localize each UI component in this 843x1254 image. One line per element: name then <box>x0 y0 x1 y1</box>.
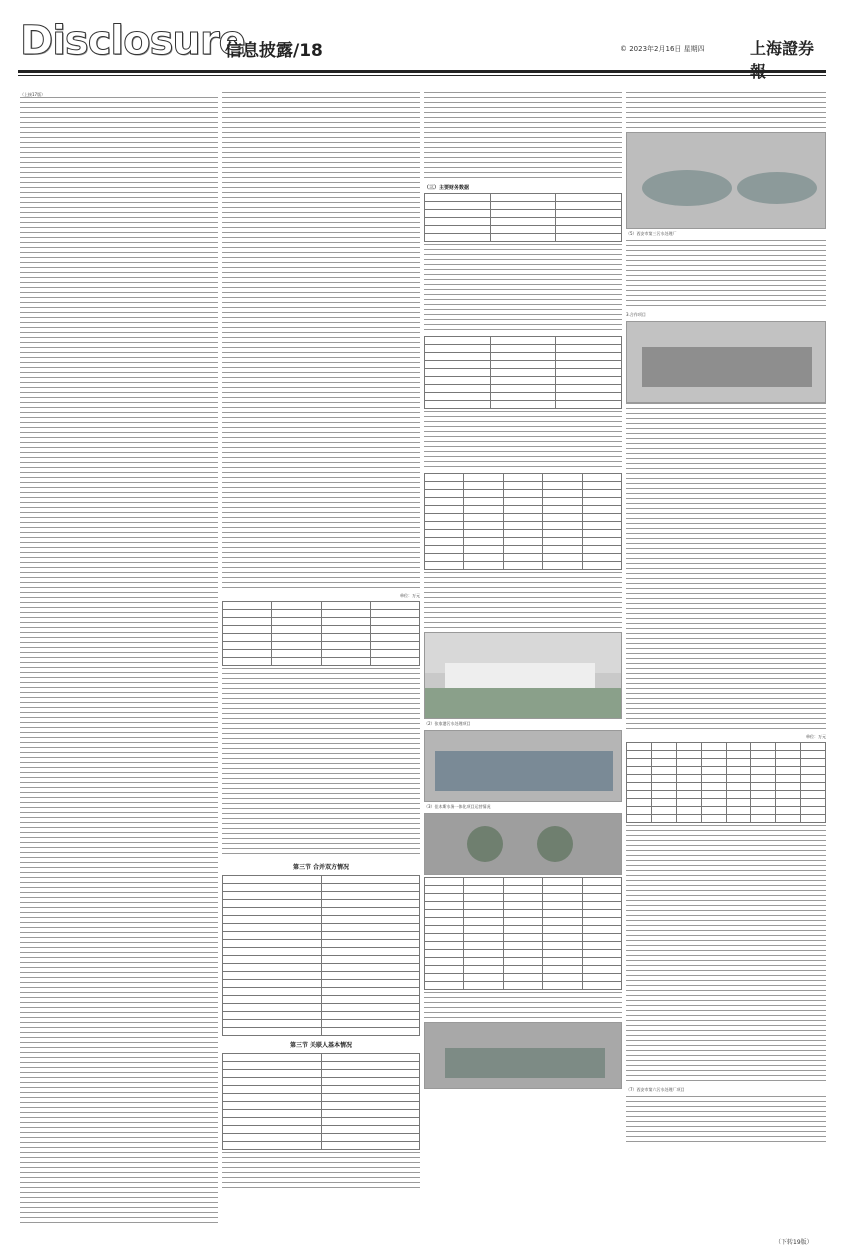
column-2 <box>222 92 420 1232</box>
section-heading: 第三节 关联人基本情况 <box>289 1042 353 1049</box>
body-text <box>626 403 826 733</box>
continued-label: （下转19版） <box>775 1239 813 1246</box>
projects-table <box>424 473 622 570</box>
tanks-photo-icon <box>627 133 826 228</box>
table-unit: 单位：万元 <box>400 593 420 598</box>
aerial-photo-icon <box>425 814 622 874</box>
facility-photo-icon <box>627 322 826 402</box>
water-plant-photo <box>424 632 622 719</box>
financial-table <box>222 601 420 666</box>
facility-photo <box>626 321 826 403</box>
body-text <box>626 1096 826 1146</box>
body-text <box>424 992 622 1022</box>
photo-caption: （3）佳木斯水务一体化项目运营情况 <box>424 804 491 809</box>
pool-photo-icon <box>425 731 622 801</box>
section-heading: 第三节 合并双方情况 <box>292 864 350 871</box>
related-party-table <box>222 1053 420 1150</box>
header-rule-thin <box>18 75 826 76</box>
issue-date: © 2023年2月16日 星期四 <box>620 45 705 53</box>
table-unit: 单位：万元 <box>806 734 826 739</box>
body-text <box>424 572 622 632</box>
photo-caption: 3.合作项目 <box>626 312 646 317</box>
shareholder-table <box>424 193 622 242</box>
body-text <box>20 97 218 1227</box>
column-4 <box>626 92 826 1232</box>
column-3 <box>424 92 622 1232</box>
plant-photo-icon <box>425 1023 622 1088</box>
aerial-photo <box>424 813 622 875</box>
body-text <box>626 92 826 132</box>
factory-photo-icon <box>425 633 622 718</box>
body-text <box>424 244 622 334</box>
photo-caption: （7）西安市第六污水处理厂项目 <box>626 1087 685 1092</box>
body-text <box>222 1152 420 1192</box>
body-text <box>424 411 622 471</box>
body-text <box>222 92 420 592</box>
projects-table-2 <box>424 877 622 990</box>
body-text <box>424 92 622 182</box>
masthead <box>20 16 826 72</box>
disclosure-logo: Disclosure <box>20 18 245 64</box>
plant-photo-bottom <box>424 1022 622 1089</box>
newspaper-name: 上海證券 <box>750 39 815 58</box>
tanks-photo <box>626 132 826 229</box>
intro-label: （上接17版） <box>20 92 46 97</box>
column-1 <box>20 92 218 1232</box>
treatment-pool-photo <box>424 730 622 802</box>
photo-caption: （5）西安市第三污水处理厂 <box>626 231 677 236</box>
body-text <box>626 240 826 310</box>
table-title: （三）主要财务数据 <box>424 185 470 191</box>
revenue-table <box>626 742 826 823</box>
photo-caption: （2）张家港污水处理项目 <box>424 721 471 726</box>
merger-table <box>222 875 420 1036</box>
ownership-table <box>424 336 622 409</box>
header-rule <box>18 70 826 73</box>
section-title: 信息披露/18 <box>225 41 323 61</box>
body-text <box>626 825 826 1085</box>
body-text <box>222 668 420 858</box>
